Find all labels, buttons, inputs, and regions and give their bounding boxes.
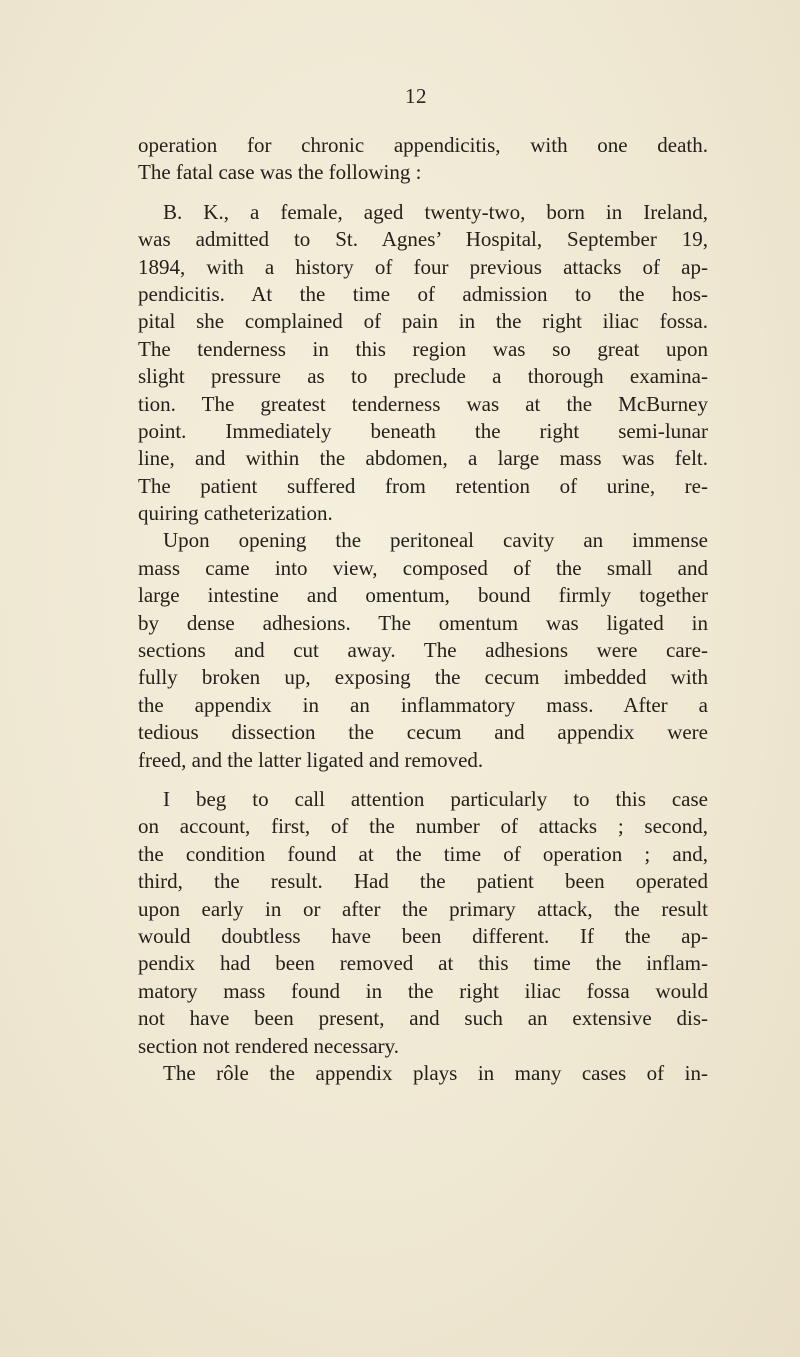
text-line: pendicitis. At the time of admission to the hos-: [138, 281, 708, 306]
body-text: [138, 132, 708, 1087]
text-line: operation for chronic appendicitis, with one death.: [138, 133, 708, 157]
text-line: would doubtless have been different. If the ap-: [138, 923, 708, 948]
text-line: line, and within the abdomen, a large mass was felt.: [138, 446, 708, 471]
paragraph: [138, 1060, 708, 1087]
text-line: point. Immediately beneath the right semi-lunar: [138, 418, 708, 443]
text-line: quiring catheterization.: [138, 501, 333, 526]
paragraph: [138, 199, 708, 528]
text-line: freed, and the latter ligated and removed.: [138, 747, 484, 772]
text-line: Upon opening the peritoneal cavity an immense: [163, 528, 708, 553]
text-line: the appendix in an inflammatory mass. After a: [138, 692, 708, 717]
text-line: not have been present, and such an extensive dis-: [138, 1006, 708, 1031]
text-line: pendix had been removed at this time the inflam-: [138, 951, 708, 976]
text-line: slight pressure as to preclude a thorough examina-: [138, 364, 708, 389]
text-line: B. K., a female, aged twenty-two, born in Ireland,: [163, 199, 708, 224]
text-line: section not rendered necessary.: [138, 1033, 400, 1058]
text-line: fully broken up, exposing the cecum imbedded with: [138, 665, 708, 690]
text-line: pital she complained of pain in the right iliac fossa.: [138, 309, 708, 334]
paragraph: [138, 132, 708, 187]
text-line: upon early in or after the primary attack, the result: [138, 896, 708, 921]
text-line: third, the result. Had the patient been operated: [138, 869, 708, 894]
text-line: on account, first, of the number of attacks ; second,: [138, 814, 708, 839]
text-line: by dense adhesions. The omentum was ligated in: [138, 610, 708, 635]
text-line: The patient suffered from retention of urine, re-: [138, 473, 708, 498]
text-line: matory mass found in the right iliac fossa would: [138, 978, 708, 1003]
text-line: mass came into view, composed of the small and: [138, 555, 708, 580]
text-line: The tenderness in this region was so great upon: [138, 336, 708, 361]
text-line: sections and cut away. The adhesions were care-: [138, 638, 708, 663]
text-line: The rôle the appendix plays in many cases of in-: [163, 1060, 708, 1085]
text-line: was admitted to St. Agnes’ Hospital, September 19,: [138, 227, 708, 252]
text-line: I beg to call attention particularly to this case: [163, 786, 708, 811]
text-line: large intestine and omentum, bound firmly together: [138, 583, 708, 608]
page-number: 12: [405, 84, 427, 108]
text-line: tedious dissection the cecum and appendix were: [138, 720, 708, 745]
text-line: 1894, with a history of four previous attacks of ap-: [138, 254, 708, 279]
text-line: The fatal case was the following :: [138, 160, 422, 185]
paragraph: [138, 527, 708, 774]
text-line: the condition found at the time of operation ; and,: [138, 841, 708, 866]
text-line: tion. The greatest tenderness was at the McBurney: [138, 391, 708, 416]
paragraph: [138, 786, 708, 1060]
